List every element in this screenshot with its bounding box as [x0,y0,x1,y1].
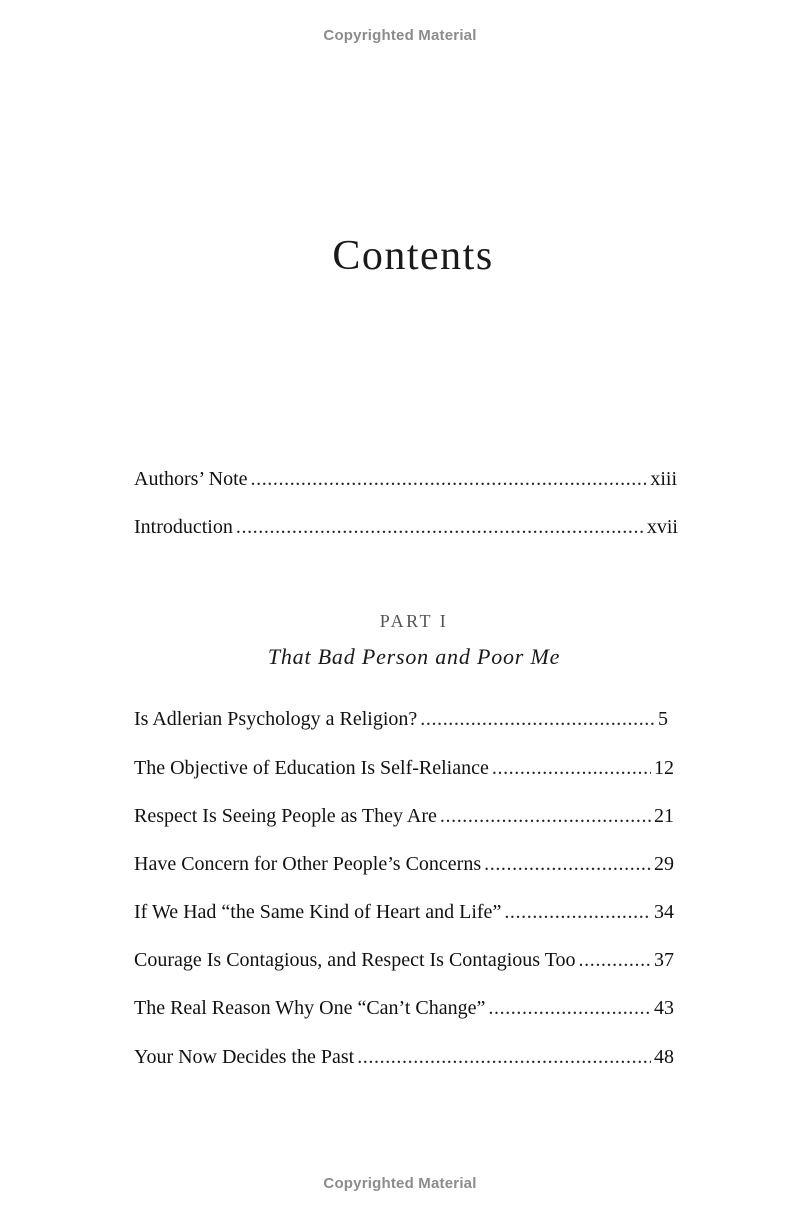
toc-entry-respect-seeing-people[interactable] [134,803,674,829]
part-title: That Bad Person and Poor Me [267,644,561,669]
toc-entry-adlerian-religion[interactable] [134,706,668,732]
toc-entry-page: 48 [654,1046,674,1068]
toc-entry-label: The Real Reason Why One “Can’t Change” [134,997,486,1019]
toc-entry-label: Courage Is Contagious, and Respect Is Contagious Too [134,949,576,971]
toc-entry-label: If We Had “the Same Kind of Heart and Life” [134,901,502,923]
toc-entry-label: Respect Is Seeing People as They Are [134,805,437,827]
toc-entry-page: 12 [654,757,674,779]
toc-entry-concern-for-concerns[interactable] [134,851,674,877]
toc-entry-heart-and-life[interactable] [134,899,674,925]
toc-entry-label: Authors’ Note [134,468,248,490]
toc-entry-authors-note[interactable] [134,466,677,492]
toc-entry-education-self-reliance[interactable] [134,755,674,781]
toc-entry-label: The Objective of Education Is Self-Reliance [134,757,489,779]
toc-entry-page: 21 [654,805,674,827]
toc-entry-page: 5 [658,708,668,730]
dot-leader [440,803,651,829]
toc-entry-page: xvii [646,516,678,538]
toc-entry-cant-change[interactable] [134,995,674,1021]
copyright-watermark-top: Copyrighted Material [323,27,477,44]
dot-leader [488,995,651,1021]
dot-leader [484,851,651,877]
toc-entry-page: xiii [650,468,677,490]
toc-entry-label: Introduction [134,516,233,538]
page-title: Contents [332,233,494,279]
dot-leader [236,514,644,540]
toc-entry-courage-contagious[interactable] [134,947,674,973]
copyright-watermark-bottom: Copyrighted Material [323,1175,477,1192]
toc-entry-page: 43 [654,997,674,1019]
toc-entry-label: Your Now Decides the Past [134,1046,355,1068]
dot-leader [251,466,648,492]
dot-leader [420,706,655,732]
part-number: PART I [379,611,449,631]
toc-entry-page: 29 [654,853,674,875]
toc-entry-page: 34 [654,901,674,923]
dot-leader [492,755,651,781]
dot-leader [579,947,651,973]
toc-entry-page: 37 [654,949,674,971]
toc-entry-label: Have Concern for Other People’s Concerns [134,853,482,875]
toc-entry-introduction[interactable] [134,514,678,540]
dot-leader [504,899,651,925]
toc-entry-label: Is Adlerian Psychology a Religion? [134,708,418,730]
toc-entry-now-decides-past[interactable] [134,1044,674,1070]
dot-leader [357,1044,651,1070]
